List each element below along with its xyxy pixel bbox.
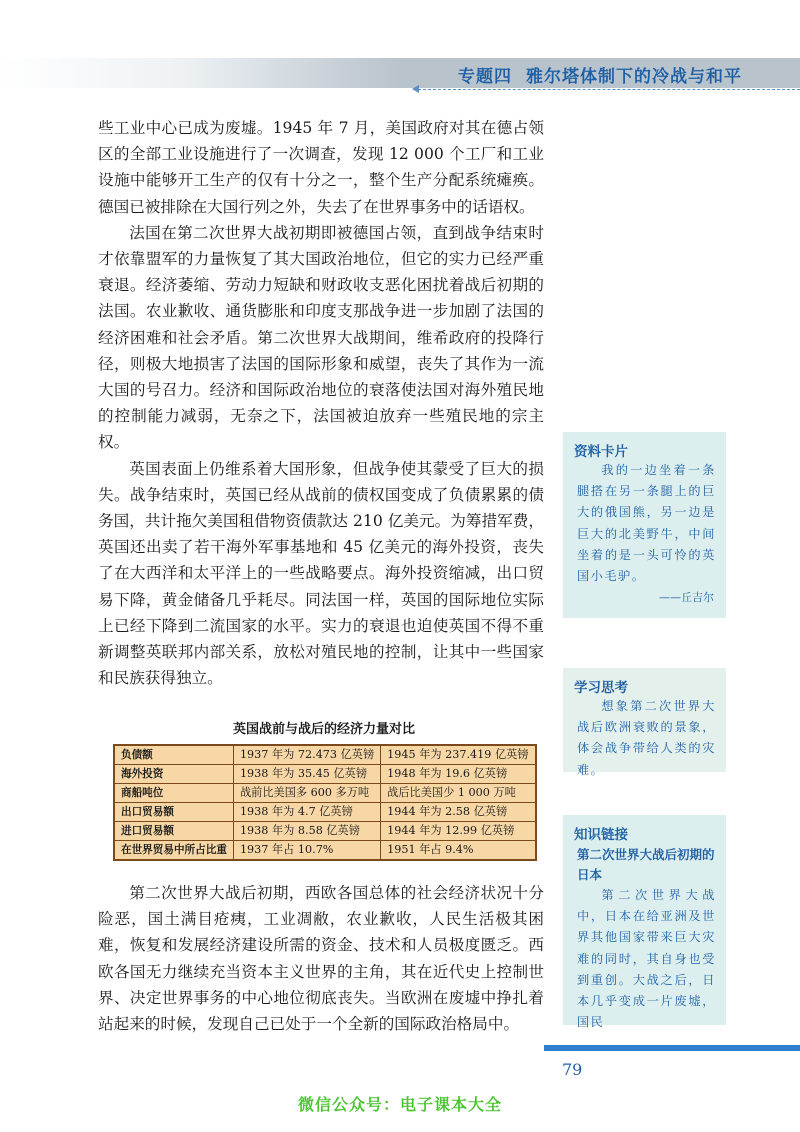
table-row	[114, 822, 536, 841]
chapter-title	[458, 62, 742, 87]
economic-comparison-table	[113, 744, 537, 861]
watermark: 微信公众号：电子课本大全	[297, 1095, 502, 1114]
header-divider	[418, 89, 800, 90]
row-label: 商船吨位	[114, 784, 233, 803]
row-label: 负债额	[114, 745, 233, 765]
quote-author: ——丘吉尔	[659, 591, 714, 605]
paragraph: 第二次世界大战后初期，西欧各国总体的社会经济状况十分险恶，国土满目疮痍，工业凋敝，农业歉收，人民生活极其困难，恢复和发展经济建设所需的资金、技术和人员极度匮乏。西欧各国无力继续充当资本主义世界的主角，其在近代史上控制世界、决定世界事务的中心地位彻底丧失。当欧洲在废墟中挣扎着站起来的时候，发现自己已处于一个全新的国际政治格局中。	[98, 884, 544, 1034]
sidebar-box-data-card	[563, 432, 726, 618]
table-row	[114, 765, 536, 784]
prewar-value: 1938 年为 8.58 亿英镑	[233, 822, 380, 841]
row-label: 进口贸易额	[114, 822, 233, 841]
main-text-continued	[98, 880, 544, 1037]
header-gradient	[0, 58, 400, 88]
table-row	[114, 841, 536, 861]
table-row	[114, 803, 536, 822]
sidebar-text: 第二次世界大战中，日本在给亚洲及世界其他国家带来巨大灾难的同时，其自身也受到重创。大战之后，日本几乎变成一片废墟，国民	[577, 888, 716, 1030]
table-title: 英国战前与战后的经济力量对比	[232, 722, 415, 737]
postwar-value: 1945 年为 237.419 亿英镑	[381, 745, 536, 765]
sidebar-text: 想象第二次世界大战后欧洲衰败的景象，体会战争带给人类的灾难。	[577, 699, 716, 777]
sidebar-heading: 资料卡片	[574, 444, 628, 460]
postwar-value: 1951 年占 9.4%	[381, 841, 536, 861]
prewar-value: 战前比美国多 600 多万吨	[233, 784, 380, 803]
paragraph: 英国表面上仍维系着大国形象，但战争使其蒙受了巨大的损失。战争结束时，英国已经从战前的债权国变成了负债累累的债务国，共计拖欠美国租借物资债款达 210 亿美元。为筹措军费，英国还出卖了若干海外军事基地和 45 亿美元的海外投资，丧失了在大西洋和太平洋上的一些战略要点。海外投资缩减，出口贸易下降，黄金储备几乎耗尽。同法国一样，英国的国际地位实际上已经下降到二流国家的水平。实力的衰退也迫使英国不得不重新调整英联邦内部关系，放松对殖民地的控制，让其中一些国家和民族获得独立。	[98, 459, 544, 688]
sidebar-subheading: 第二次世界大战后初期的日本	[577, 847, 715, 882]
prewar-value: 1938 年为 35.45 亿英镑	[233, 765, 380, 784]
footer-bar	[544, 1045, 800, 1051]
table-row	[114, 745, 536, 765]
chapter-name: 雅尔塔体制下的冷战与和平	[526, 67, 742, 87]
sidebar-box-study-thinking	[563, 668, 726, 777]
prewar-value: 1938 年为 4.7 亿英镑	[233, 803, 380, 822]
postwar-value: 1944 年为 12.99 亿英镑	[381, 822, 536, 841]
row-label: 海外投资	[114, 765, 233, 784]
row-label: 在世界贸易中所占比重	[114, 841, 233, 861]
sidebar-heading: 知识链接	[574, 827, 628, 843]
postwar-value: 战后比美国少 1 000 万吨	[381, 784, 536, 803]
paragraph: 法国在第二次世界大战初期即被德国占领，直到战争结束时才依靠盟军的力量恢复了其大国政治地位，但它的实力已经严重衰退。经济萎缩、劳动力短缺和财政收支恶化困扰着战后初期的法国。农业歉收、通货膨胀和印度支那战争进一步加剧了法国的经济困难和社会矛盾。第二次世界大战期间，维希政府的投降行径，则极大地损害了法国的国际形象和威望，丧失了其作为一流大国的号召力。经济和国际政治地位的衰落使法国对海外殖民地的控制能力减弱，无奈之下，法国被迫放弃一些殖民地的宗主权。	[98, 223, 544, 452]
postwar-value: 1948 年为 19.6 亿英镑	[381, 765, 536, 784]
sidebar-box-knowledge-link	[563, 815, 726, 1030]
prewar-value: 1937 年占 10.7%	[233, 841, 380, 861]
page-number: 79	[562, 1060, 583, 1079]
prewar-value: 1937 年为 72.473 亿英镑	[233, 745, 380, 765]
table-row	[114, 784, 536, 803]
row-label: 出口贸易额	[114, 803, 233, 822]
sidebar-text: 我的一边坐着一条腿搭在另一条腿上的巨大的俄国熊，另一边是巨大的北美野牛，中间坐着的是一头可怜的英国小毛驴。	[577, 463, 716, 584]
chapter-header	[0, 58, 800, 88]
chapter-unit: 专题四	[458, 67, 512, 87]
sidebar-heading: 学习思考	[574, 680, 628, 696]
paragraph: 些工业中心已成为废墟。1945 年 7 月，美国政府对其在德占领区的全部工业设施进行了一次调查，发现 12 000 个工厂和工业设施中能够开工生产的仅有十分之一，整个生产分配系统瘫痪。德国已被排除在大国行列之外，失去了在世界事务中的话语权。	[98, 119, 544, 216]
postwar-value: 1944 年为 2.58 亿英镑	[381, 803, 536, 822]
main-text	[98, 115, 544, 691]
